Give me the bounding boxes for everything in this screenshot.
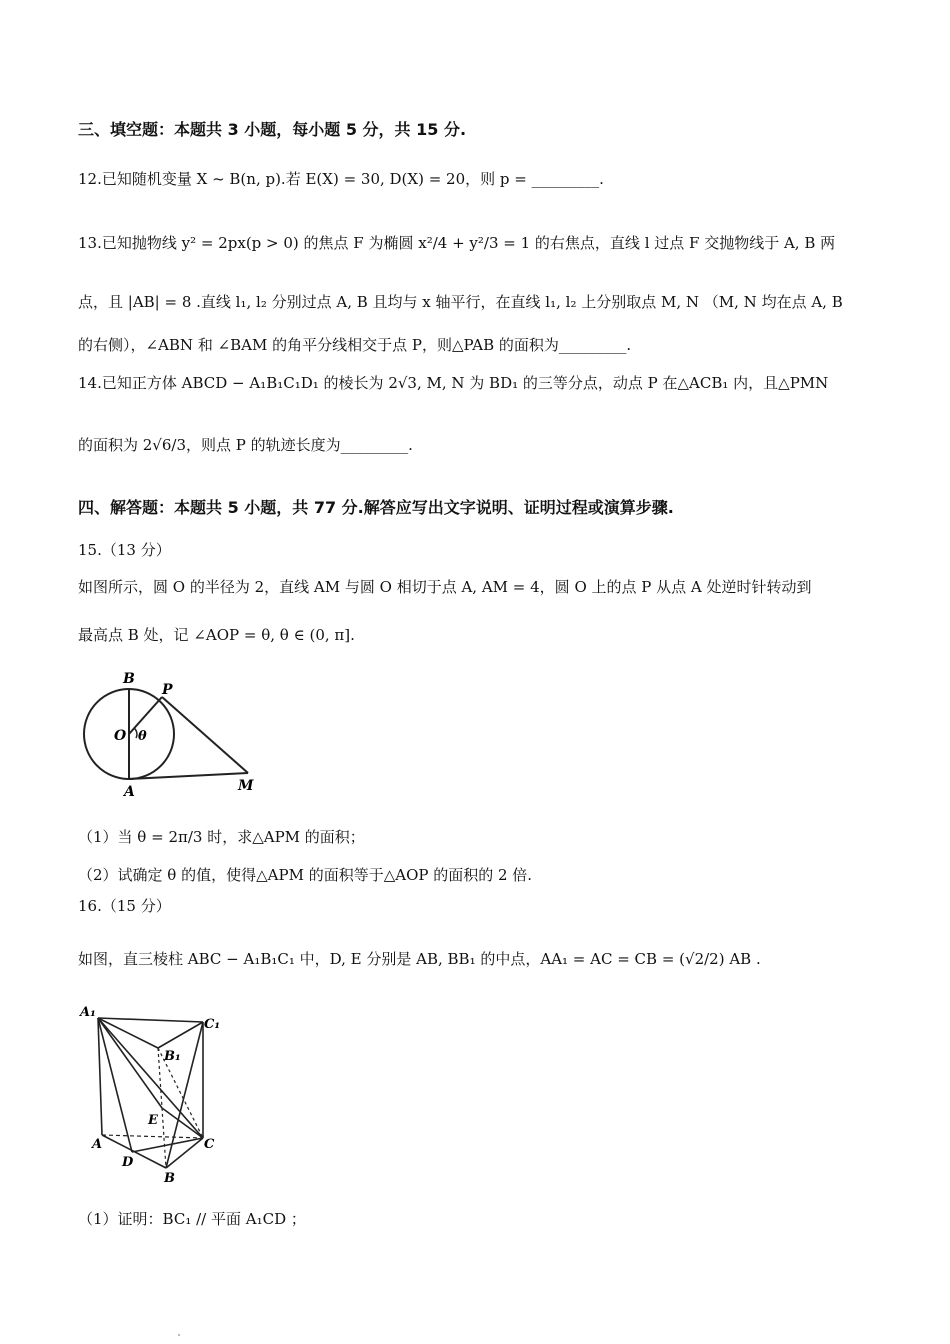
question-14-line-1: 14.已知正方体 ABCD − A₁B₁C₁D₁ 的棱长为 2√3, M, N 为 BD₁ 的三等分点，动点 P 在△ACB₁ 内，且△PMN <box>78 374 829 392</box>
question-15-line-1: 如图所示，圆 O 的半径为 2，直线 AM 与圆 O 相切于点 A, AM = 4，圆 O 上的点 P 从点 A 处逆时针转动到 <box>78 578 812 596</box>
figure-label-e: E <box>148 1113 158 1128</box>
question-13-line-2: 点，且 |AB| = 8 .直线 l₁, l₂ 分别过点 A, B 且均与 x 轴平行，在直线 l₁, l₂ 上分别取点 M, N （M, N 均在点 A, B <box>78 293 843 311</box>
page-dot <box>178 1334 180 1336</box>
figure-label-a: A <box>124 784 135 800</box>
figure-label-b1: B₁ <box>164 1049 181 1064</box>
circle-tangent-figure <box>78 668 263 800</box>
figure-label-c: C <box>204 1137 215 1152</box>
figure-label-a: A <box>92 1137 103 1152</box>
figure-label-b: B <box>164 1171 175 1185</box>
figure-label-d: D <box>122 1155 134 1170</box>
question-15-part-2: （2）试确定 θ 的值，使得△APM 的面积等于△AOP 的面积的 2 倍. <box>78 866 533 884</box>
figure-label-c1: C₁ <box>204 1017 221 1032</box>
figure-label-theta: θ <box>138 729 147 744</box>
question-16-line-1: 如图，直三棱柱 ABC − A₁B₁C₁ 中，D, E 分别是 AB, BB₁ 的中点，AA₁ = AC = CB = (√2/2) AB . <box>78 950 761 968</box>
figure-label-p: P <box>162 682 173 698</box>
figure-label-b: B <box>123 671 135 687</box>
figure-label-a1: A₁ <box>80 1005 96 1020</box>
question-15-label: 15.（13 分） <box>78 541 171 559</box>
question-13-line-1: 13.已知抛物线 y² = 2px(p > 0) 的焦点 F 为椭圆 x²/4 + y²/3 = 1 的右焦点，直线 l 过点 F 交抛物线于 A, B 两 <box>78 234 836 252</box>
question-14-line-2: 的面积为 2√6/3，则点 P 的轨迹长度为_________. <box>78 436 413 454</box>
section-3-heading: 三、填空题：本题共 3 小题，每小题 5 分，共 15 分. <box>78 120 467 139</box>
question-16-label: 16.（15 分） <box>78 897 171 915</box>
question-15-line-2: 最高点 B 处，记 ∠AOP = θ, θ ∈ (0, π]. <box>78 626 355 644</box>
question-13-line-3: 的右侧），∠ABN 和 ∠BAM 的角平分线相交于点 P，则△PAB 的面积为_________. <box>78 336 632 354</box>
figure-label-o: O <box>114 728 127 744</box>
question-15-part-1: （1）当 θ = 2π/3 时，求△APM 的面积； <box>78 828 365 846</box>
section-4-heading: 四、解答题：本题共 5 小题，共 77 分.解答应写出文字说明、证明过程或演算步骤. <box>78 498 674 517</box>
question-16-part-1: （1）证明：BC₁ // 平面 A₁CD ； <box>78 1210 306 1228</box>
figure-label-m: M <box>238 778 254 794</box>
prism-figure <box>78 1000 228 1185</box>
question-12: 12.已知随机变量 X ~ B(n, p).若 E(X) = 30, D(X) = 20，则 p = _________. <box>78 170 604 188</box>
